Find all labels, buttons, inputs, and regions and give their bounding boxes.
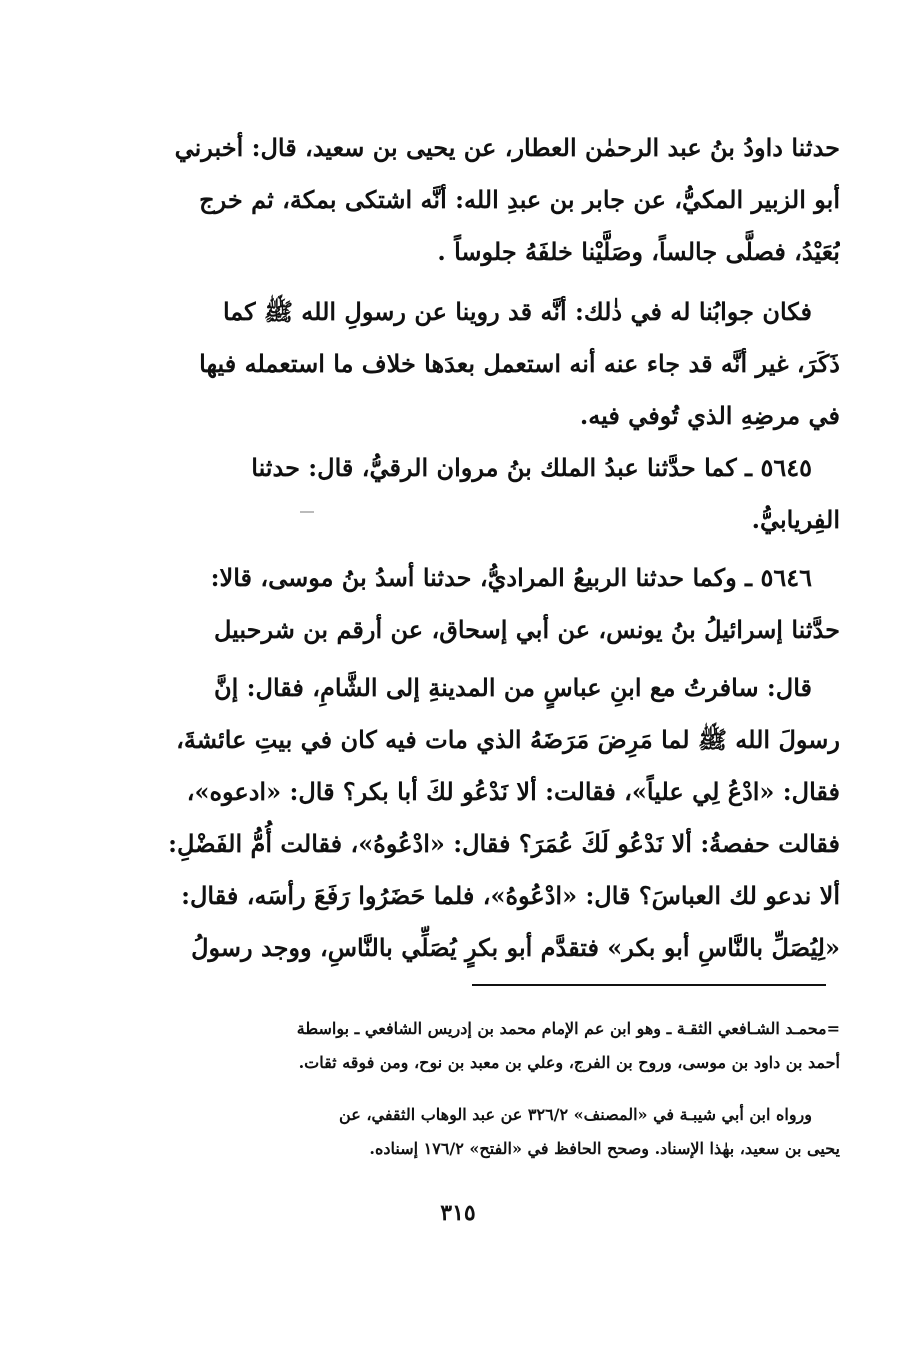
footnote-line: ورواه ابن أبي شيبـة في «المصنف» ٣٢٦/٢ عن عبد الوهاب الثقفي، عن: [339, 1105, 812, 1124]
footnote-line: أحمد بن داود بن موسى، وروح بن الفرج، وعلي بن معبد بن نوح، ومن فوقه ثقات.: [298, 1053, 840, 1072]
text-line: «لِيُصَلِّ بالنَّاسِ أبو بكر» فتقدَّم أبو بكرٍ يُصَلِّي بالنَّاسِ، ووجد رسولُ: [191, 933, 840, 962]
footnote-divider: [472, 984, 826, 986]
text-line: فقالت حفصةُ: ألا نَدْعُو لَكَ عُمَرَ؟ فقال: «ادْعُوهُ»، فقالت أُمُّ الفَضْلِ:: [168, 829, 840, 858]
text-line: الفِريابيُّ.: [751, 505, 840, 534]
text-line: حدَّثنا إسرائيلُ بنُ يونس، عن أبي إسحاق، عن أرقم بن شرحبيل: [213, 615, 840, 644]
text-line: فقال: «ادْعُ لِي علياً»، فقالت: ألا نَدْعُو لكَ أبا بكر؟ قال: «ادعوه»،: [186, 777, 840, 806]
text-line: أبو الزبير المكيُّ، عن جابر بن عبدِ الله: أنَّه اشتكى بمكة، ثم خرج: [199, 185, 840, 214]
text-line: قال: سافرتُ مع ابنِ عباسٍ من المدينةِ إلى الشَّامِ، فقال: إنَّ: [214, 673, 812, 702]
text-line: ألا ندعو لك العباسَ؟ قال: «ادْعُوهُ»، فلما حَضَرُوا رَفَعَ رأسَه، فقال:: [181, 881, 840, 910]
page-number: ٣١٥: [440, 1200, 476, 1226]
footnote-line: =محمـد الشـافعي الثقـة ـ وهو ابن عم الإمام محمد بن إدريس الشافعي ـ بواسطة: [296, 1019, 840, 1038]
text-line: رسولَ الله ﷺ لما مَرِضَ مَرَضَهُ الذي مات فيه كان في بيتِ عائشةَ،: [176, 725, 840, 754]
paragraph-hadith-5646: [128, 552, 840, 656]
paragraph-5: [128, 662, 840, 974]
footnote-1: [128, 1012, 840, 1080]
footnote-line: يحيى بن سعيد، بهٰذا الإسناد. وصحح الحافظ في «الفتح» ١٧٦/٢ إسناده.: [369, 1139, 840, 1158]
footnote-2: [128, 1098, 840, 1166]
text-line: بُعَيْدُ، فصلَّى جالساً، وصَلَّيْنا خلفَهُ جلوساً .: [437, 237, 840, 266]
text-line: ٥٦٤٦ ـ وكما حدثنا الربيعُ المراديُّ، حدثنا أسدُ بنُ موسى، قالا:: [210, 563, 812, 592]
text-line: ذَكَرَ، غير أنَّه قد جاء عنه أنه استعمل بعدَها خلاف ما استعمله فيها: [199, 349, 840, 378]
text-line: في مرضِهِ الذي تُوفي فيه.: [579, 401, 840, 430]
paragraph-2: [128, 286, 840, 442]
text-line: فكان جوابُنا له في ذٰلك: أنَّه قد روينا عن رسولِ الله ﷺ كما: [222, 297, 812, 326]
paragraph-hadith-5645: [128, 442, 840, 546]
text-line: حدثنا داودُ بنُ عبد الرحمٰن العطار، عن يحيى بن سعيد، قال: أخبرني: [174, 133, 840, 162]
paragraph-1: [128, 122, 840, 278]
scan-speck: [300, 511, 314, 513]
text-line: ٥٦٤٥ ـ كما حدَّثنا عبدُ الملك بنُ مروان الرقيُّ، قال: حدثنا: [251, 453, 812, 482]
